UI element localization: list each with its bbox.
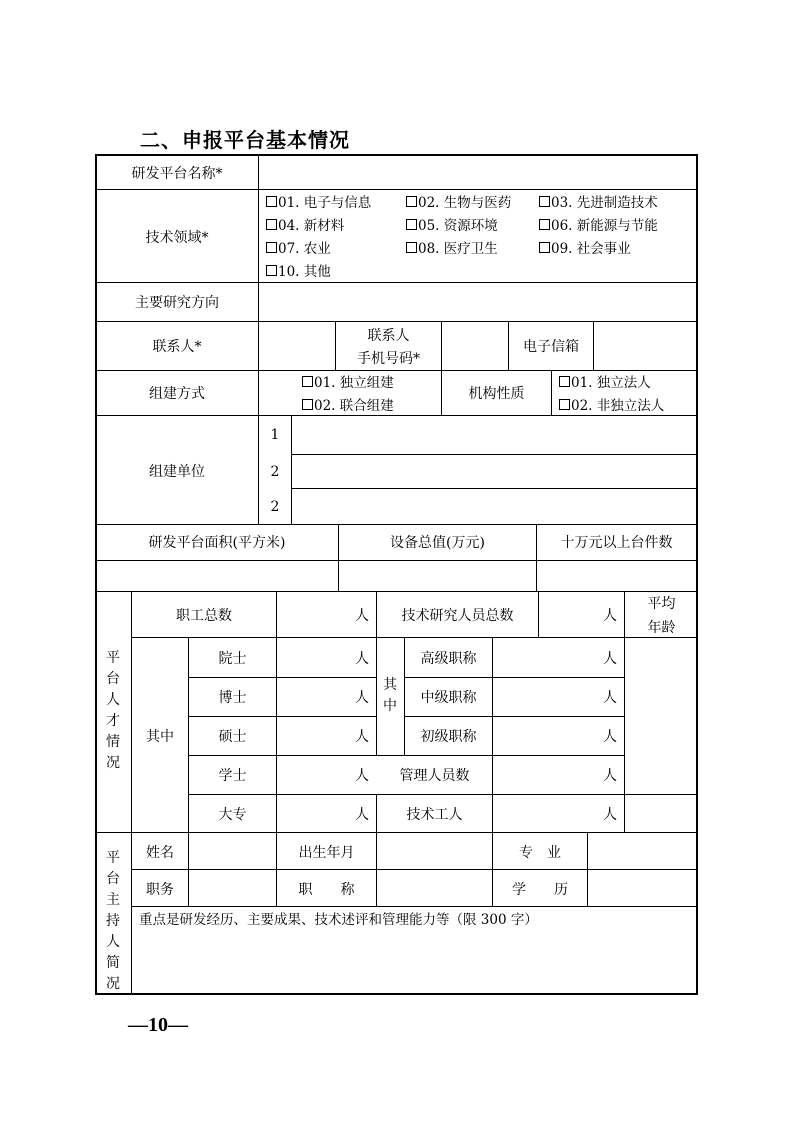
unit-number: 2	[270, 499, 280, 515]
label-host-section: 平 台 主 持 人 简 况	[106, 850, 120, 992]
tech-field-option[interactable]: 08. 医疗卫生	[406, 240, 498, 258]
label-equipment-count: 十万元以上台件数	[560, 535, 673, 551]
label-research-direction: 主要研究方向	[135, 295, 219, 311]
label-contact-phone: 联系人	[367, 328, 410, 344]
label-email: 电子信箱	[523, 339, 579, 355]
unit-person: 人	[603, 768, 617, 784]
unit-person: 人	[603, 807, 617, 823]
checkbox-icon[interactable]	[559, 399, 570, 410]
checkbox-icon[interactable]	[406, 219, 417, 230]
label-college: 大专	[218, 807, 247, 823]
checkbox-icon[interactable]	[559, 376, 570, 387]
unit-person: 人	[355, 807, 369, 823]
platform-name-field[interactable]	[259, 155, 696, 189]
rule	[95, 591, 698, 592]
label-avg-age: 平均	[647, 596, 676, 612]
build-mode-option[interactable]: 01. 独立组建	[302, 374, 394, 392]
page-number: —10—	[128, 1014, 188, 1036]
label-build-mode: 组建方式	[149, 386, 205, 402]
equipment-count-field[interactable]	[537, 561, 696, 591]
tech-field-option[interactable]: 09. 社会事业	[539, 240, 631, 258]
rule	[188, 677, 376, 678]
label-major: 专 业	[519, 845, 561, 861]
rule	[188, 716, 376, 717]
email-field[interactable]	[594, 322, 696, 370]
label-tech-workers: 技术工人	[406, 807, 463, 823]
contact-field[interactable]	[259, 322, 335, 370]
label-name: 姓名	[146, 845, 174, 861]
tech-field-option[interactable]: 02. 生物与医药	[406, 194, 511, 212]
label-org-nature: 机构性质	[468, 386, 525, 402]
label-bachelor: 学士	[218, 768, 247, 784]
label-build-unit: 组建单位	[149, 464, 205, 480]
unit-person: 人	[603, 608, 617, 624]
rule	[188, 755, 624, 756]
label-mgmt-staff: 管理人员数	[399, 768, 470, 784]
rule	[95, 189, 698, 190]
label-academician: 院士	[218, 651, 247, 667]
rule	[276, 591, 277, 637]
section-title: 二、申报平台基本情况	[140, 128, 350, 152]
checkbox-icon[interactable]	[302, 399, 313, 410]
bio-field[interactable]	[132, 930, 696, 993]
rule	[492, 637, 493, 832]
checkbox-icon[interactable]	[406, 242, 417, 253]
label-talent-section: 平 台 人 才 情 况	[106, 650, 120, 771]
rule	[95, 832, 698, 833]
checkbox-icon[interactable]	[266, 242, 277, 253]
equipment-value-field[interactable]	[339, 561, 536, 591]
unit-person: 人	[603, 690, 617, 706]
phone-field[interactable]	[442, 322, 508, 370]
rule	[131, 869, 698, 870]
unit-person: 人	[355, 651, 369, 667]
build-unit-field[interactable]	[292, 416, 696, 454]
rule	[376, 637, 377, 755]
unit-person: 人	[355, 608, 369, 624]
unit-person: 人	[355, 690, 369, 706]
label-education: 学 历	[512, 882, 568, 898]
unit-person: 人	[355, 768, 369, 784]
rule	[551, 370, 552, 415]
rule	[587, 832, 588, 906]
bio-hint: 重点是研发经历、主要成果、技术述评和管理能力等（限 300 字）	[139, 912, 538, 928]
label-senior-title: 高级职称	[420, 651, 477, 667]
rule	[131, 906, 698, 907]
build-unit-field[interactable]	[292, 489, 696, 524]
tech-field-option[interactable]: 06. 新能源与节能	[539, 217, 658, 235]
rule	[376, 832, 377, 906]
rule	[404, 677, 624, 678]
label-total-staff: 职工总数	[176, 608, 232, 624]
label-total-researchers: 技术研究人员总数	[401, 608, 514, 624]
area-field[interactable]	[96, 561, 338, 591]
org-nature-option[interactable]: 01. 独立法人	[559, 374, 651, 392]
label-among-vertical: 其 中	[383, 677, 397, 714]
label-mid-title: 中级职称	[420, 690, 477, 706]
checkbox-icon[interactable]	[302, 376, 313, 387]
unit-person: 人	[603, 651, 617, 667]
checkbox-icon[interactable]	[539, 196, 550, 207]
rule	[188, 832, 189, 906]
label-equipment-value: 设备总值(万元)	[390, 535, 485, 551]
build-mode-option[interactable]: 02. 联合组建	[302, 397, 394, 415]
label-title: 职 称	[298, 882, 355, 898]
org-nature-option[interactable]: 02. 非独立法人	[559, 397, 664, 415]
checkbox-icon[interactable]	[266, 196, 277, 207]
rule	[404, 716, 624, 717]
label-post: 职务	[146, 882, 174, 898]
tech-field-option[interactable]: 01. 电子与信息	[266, 194, 371, 212]
unit-number: 1	[270, 427, 280, 443]
checkbox-icon[interactable]	[539, 242, 550, 253]
unit-number: 2	[270, 464, 280, 480]
rule	[276, 637, 277, 832]
build-unit-field[interactable]	[292, 455, 696, 488]
label-contact-phone: 手机号码*	[357, 351, 420, 367]
label-contact: 联系人*	[152, 339, 202, 355]
label-master: 硕士	[218, 729, 247, 745]
label-area: 研发平台面积(平方米)	[148, 535, 286, 551]
rule	[188, 794, 698, 795]
label-among: 其中	[146, 729, 174, 745]
rule	[95, 524, 698, 525]
checkbox-icon[interactable]	[266, 265, 277, 276]
checkbox-icon[interactable]	[539, 219, 550, 230]
label-phd: 博士	[218, 690, 247, 706]
tech-field-option[interactable]: 04. 新材料	[266, 217, 344, 235]
checkbox-icon[interactable]	[406, 196, 417, 207]
unit-person: 人	[355, 729, 369, 745]
tech-field-option[interactable]: 05. 资源环境	[406, 217, 498, 235]
label-birth: 出生年月	[298, 845, 355, 861]
label-avg-age: 年龄	[647, 620, 676, 636]
label-junior-title: 初级职称	[420, 729, 477, 745]
label-tech-field: 技术领域*	[145, 230, 209, 246]
tech-field-option[interactable]: 07. 农业	[266, 240, 331, 258]
checkbox-icon[interactable]	[266, 219, 277, 230]
tech-field-option[interactable]: 03. 先进制造技术	[539, 194, 658, 212]
research-direction-field[interactable]	[259, 283, 696, 321]
label-platform-name: 研发平台名称*	[131, 166, 223, 182]
rule	[95, 370, 698, 371]
unit-person: 人	[603, 729, 617, 745]
rule	[538, 591, 539, 637]
rule	[131, 637, 698, 638]
tech-field-option[interactable]: 10. 其他	[266, 263, 331, 281]
